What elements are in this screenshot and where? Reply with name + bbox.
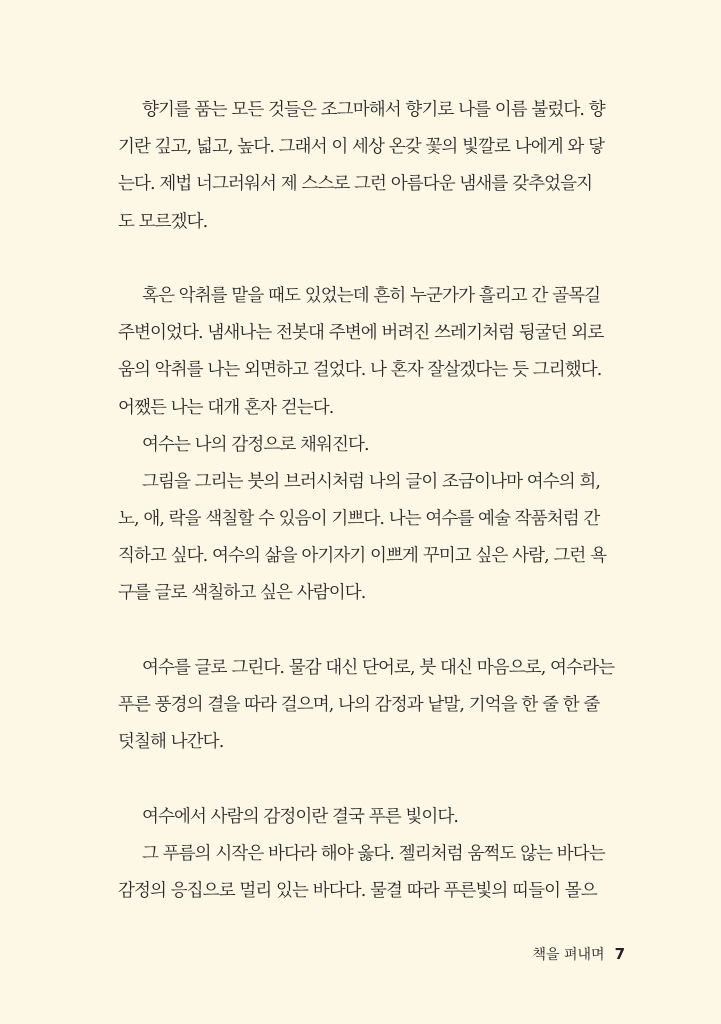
body-text <box>118 92 628 910</box>
paragraph <box>118 650 628 762</box>
text-line: 혹은 악취를 맡을 때도 있었는데 흔히 누군가가 흘리고 간 골목길 <box>142 285 601 306</box>
paragraph <box>118 799 628 836</box>
text-line: 향기를 품는 모든 것들은 조그마해서 향기로 나를 이름 불렀다. 향 <box>142 100 605 120</box>
text-line: 여수에서 사람의 감정이란 결국 푸른 빛이다. <box>142 806 459 827</box>
paragraph <box>118 427 628 464</box>
text-line: 어쨌든 나는 대개 혼자 걷는다. <box>118 397 334 418</box>
running-title: 책을 펴내며 <box>532 947 605 963</box>
text-line: 직하고 싶다. 여수의 삶을 아기자기 이쁘게 꾸미고 싶은 사람, 그런 욕 <box>118 546 607 567</box>
text-line: 기란 깊고, 넓고, 높다. 그래서 이 세상 온갖 꽃의 빛깔로 나에게 와 닿 <box>118 137 605 158</box>
text-line: 노, 애, 락을 색칠할 수 있음이 기쁘다. 나는 여수를 예술 작품처럼 간 <box>118 509 600 530</box>
paragraph <box>118 92 628 241</box>
text-line: 는다. 제법 너그러워서 제 스스로 그런 아름다운 냄새를 갖추었을지 <box>118 174 593 195</box>
text-line: 여수를 글로 그린다. 물감 대신 단어로, 붓 대신 마음으로, 여수라는 <box>142 657 615 678</box>
paragraph <box>118 464 628 613</box>
text-line: 감정의 응집으로 멀리 있는 바다다. 물결 따라 푸른빛의 띠들이 몰으 <box>118 880 597 901</box>
paragraph-gap <box>118 613 628 650</box>
page-number: 7 <box>614 945 625 963</box>
text-line: 움의 악취를 나는 외면하고 걸었다. 나 혼자 잘살겠다는 듯 그리했다. <box>118 360 602 381</box>
text-line: 도 모르겠다. <box>118 211 208 232</box>
text-line: 여수는 나의 감정으로 채워진다. <box>142 434 369 455</box>
paragraph <box>118 836 628 910</box>
text-line: 그 푸름의 시작은 바다라 해야 옳다. 젤리처럼 움쩍도 않는 바다는 <box>142 843 605 864</box>
paragraph <box>118 278 628 427</box>
paragraph-gap <box>118 241 628 278</box>
text-line: 그림을 그리는 붓의 브러시처럼 나의 글이 조금이나마 여수의 희, <box>142 471 601 492</box>
text-line: 구를 글로 색칠하고 싶은 사람이다. <box>118 583 366 604</box>
paragraph-gap <box>118 761 628 798</box>
page-footer <box>0 944 625 964</box>
text-line: 푸른 풍경의 결을 따라 걸으며, 나의 감정과 낱말, 기억을 한 줄 한 줄 <box>118 695 600 715</box>
text-line: 주변이었다. 냄새나는 전봇대 주변에 버려진 쓰레기처럼 뒹굴던 외로 <box>118 323 604 344</box>
text-line: 덧칠해 나간다. <box>118 732 224 753</box>
